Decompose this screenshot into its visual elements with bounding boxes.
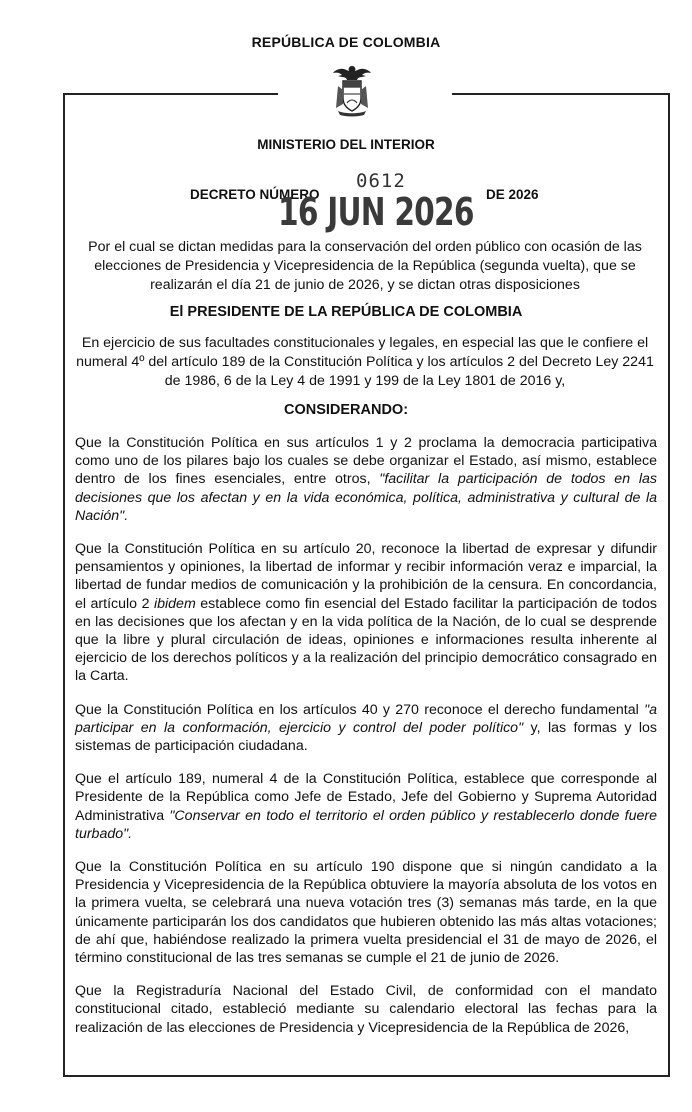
date-stamp: 16 JUN 2026: [278, 190, 474, 234]
paragraph-2: [75, 540, 657, 686]
paragraph-1-text: Que la Constitución Política en sus artículos 1 y 2 proclama la democracia participativa como uno de los pilares bajo los cuales se debe organizar el Estado, así mismo, establece dentro de los fines esenciales, entre otros,: [75, 435, 657, 488]
considerando-body: [75, 434, 657, 1052]
paragraph-4-quote: "Conservar en todo el territorio el orden público y restablecerlo donde fuere turbado".: [75, 807, 657, 842]
paragraph-6: Que la Registraduría Nacional del Estado Civil, de conformidad con el mandato constitucional citado, estableció mediante su calendario electoral las fechas para la realización de las elecciones de Presidencia y Vicepresidencia de la República de 2026,: [75, 983, 657, 1036]
paragraph-2-text-b: establece como fin esencial del Estado facilitar la participación de todos en las decisiones que los afectan y en la vida política de la Nación, de lo cual se desprende que la libre y plural circulación de ideas, opiniones e informaciones resulta inherente al ejercicio de los derechos políticos y a la realización del principio democrático consagrado en la Carta.: [75, 595, 657, 685]
paragraph-3-text-b: y, las formas y los sistemas de participación ciudadana.: [75, 719, 658, 755]
country-header: REPÚBLICA DE COLOMBIA: [251, 34, 441, 50]
paragraph-4: [75, 770, 657, 843]
paragraph-1-quote: "facilitar la participación de todos en las decisiones que los afectan y en la vida económica, política, administrativa y cultural de la Nación".: [75, 471, 657, 524]
decree-label: DECRETO NÚMERO: [190, 187, 320, 202]
decree-date-suffix: DE 2026: [486, 187, 539, 202]
paragraph-3-text-a: Que la Constitución Política en los artículos 40 y 270 reconoce el derecho fundamental: [75, 701, 645, 718]
paragraph-4-text: Que el artículo 189, numeral 4 de la Constitución Política, establece que corresponde al Presidente de la República como Jefe de Estado, Jefe del Gobierno y Suprema Autoridad Administrativa: [75, 771, 657, 824]
paragraph-3-quote: "a participar en la conformación, ejercicio y control del poder político": [75, 701, 657, 736]
paragraph-3: [75, 701, 657, 756]
decree-number: 0612: [356, 170, 406, 192]
paragraph-5: Que la Constitución Política en su artículo 190 dispone que si ningún candidato a la Presidencia y Vicepresidencia de la República obtuviere la mayoría absoluta de los votos en la primera vuelta, se celebrará una nueva votación tres (3) semanas más tarde, en la que únicamente participarán los dos candidatos que hubieren obtenido las más altas votaciones; de ahí que, habiéndose realizado la primera vuelta presidencial el 31 de mayo de 2026, el término constitucional de las tres semanas se cumple el 21 de junio de 2026.: [75, 859, 657, 967]
authority-faculties: En ejercicio de sus facultades constitucionales y legales, en especial las que le confiere el numeral 4º del artículo 189 de la Constitución Política y los artículos 2 del Decreto Ley 2241 de 1986, 6 de la Ley 4 de 1991 y 199 de la Ley 1801 de 2016 y,: [76, 335, 654, 389]
ministry-title: MINISTERIO DEL INTERIOR: [257, 137, 435, 152]
paragraph-1: [75, 434, 657, 525]
authority-heading: El PRESIDENTE DE LA REPÚBLICA DE COLOMBIA: [169, 304, 523, 320]
decree-subject: Por el cual se dictan medidas para la conservación del orden público con ocasión de las elecciones de Presidencia y Vicepresidencia de la República (segunda vuelta), que se realizarán el día 21 de junio de 2026, y se dictan otras disposiciones: [88, 239, 642, 293]
paragraph-2-text-a: Que la Constitución Política en su artículo 20, reconoce la libertad de expresar y difundir pensamientos y opiniones, la libertad de informar y recibir información veraz e imparcial, la libertad de fundar medios de comunicación y la prohibición de la censura. En concordancia, el artículo 2: [75, 541, 657, 612]
coat-of-arms-icon: [330, 64, 374, 118]
considerando-heading: CONSIDERANDO:: [283, 402, 409, 418]
paragraph-2-ibidem: ibidem: [153, 595, 196, 612]
